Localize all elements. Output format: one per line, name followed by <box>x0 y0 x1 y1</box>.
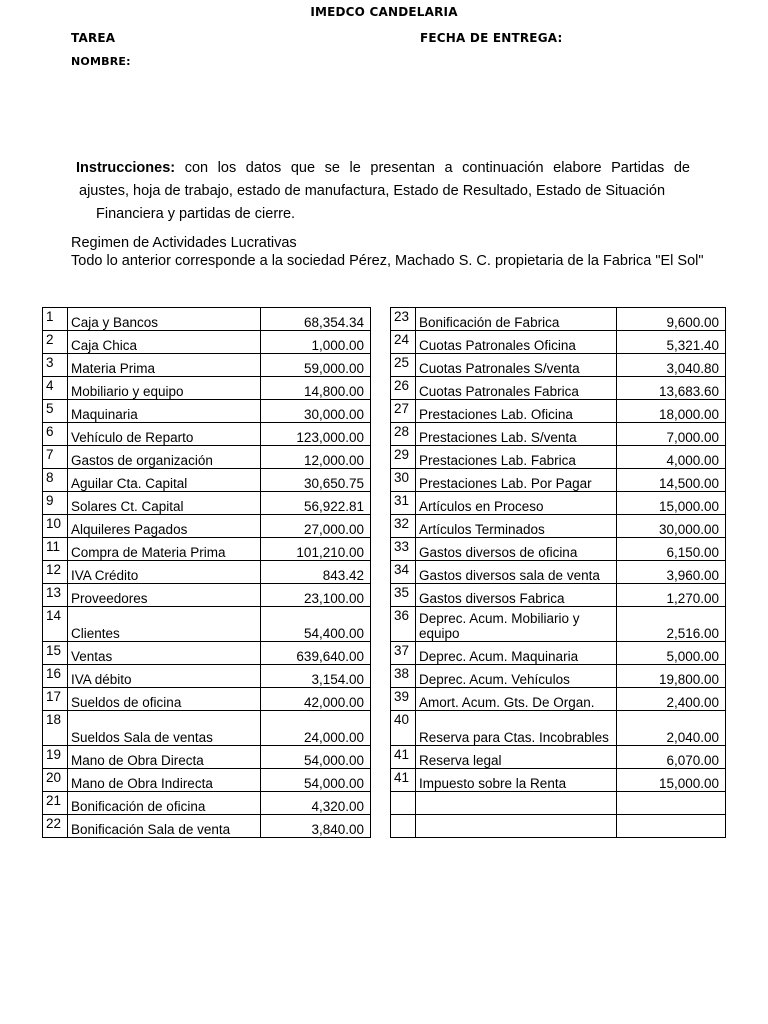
account-number: 36 <box>391 607 416 642</box>
account-number: 38 <box>391 665 416 688</box>
account-row <box>43 607 371 642</box>
account-row <box>391 492 726 515</box>
account-row <box>391 423 726 446</box>
account-name: Cuotas Patronales Oficina <box>416 331 617 354</box>
account-row <box>43 688 371 711</box>
accounts-table-left <box>42 307 371 838</box>
account-number: 17 <box>43 688 68 711</box>
account-amount: 54,400.00 <box>261 607 371 642</box>
account-amount: 5,000.00 <box>617 642 726 665</box>
account-name: Deprec. Acum. Mobiliario y equipo <box>416 607 617 642</box>
account-number: 41 <box>391 746 416 769</box>
account-amount: 2,040.00 <box>617 711 726 746</box>
account-amount: 15,000.00 <box>617 769 726 792</box>
accounts-table-right <box>390 307 726 838</box>
account-number: 4 <box>43 377 68 400</box>
account-name: Cuotas Patronales S/venta <box>416 354 617 377</box>
account-number: 32 <box>391 515 416 538</box>
account-amount: 101,210.00 <box>261 538 371 561</box>
account-amount: 13,683.60 <box>617 377 726 400</box>
account-row <box>43 423 371 446</box>
account-number: 19 <box>43 746 68 769</box>
account-amount: 42,000.00 <box>261 688 371 711</box>
account-amount: 5,321.40 <box>617 331 726 354</box>
account-number: 20 <box>43 769 68 792</box>
account-number: 14 <box>43 607 68 642</box>
account-number: 5 <box>43 400 68 423</box>
account-name: Caja Chica <box>68 331 261 354</box>
account-number <box>391 815 416 838</box>
account-name: Compra de Materia Prima <box>68 538 261 561</box>
account-number: 34 <box>391 561 416 584</box>
account-number: 15 <box>43 642 68 665</box>
account-number: 30 <box>391 469 416 492</box>
account-amount: 30,650.75 <box>261 469 371 492</box>
account-row <box>391 815 726 838</box>
account-name: Gastos diversos sala de venta <box>416 561 617 584</box>
account-name: Prestaciones Lab. Por Pagar <box>416 469 617 492</box>
account-number: 31 <box>391 492 416 515</box>
account-amount: 27,000.00 <box>261 515 371 538</box>
instructions-line-1 <box>76 157 690 180</box>
account-name: Artículos Terminados <box>416 515 617 538</box>
account-amount: 24,000.00 <box>261 711 371 746</box>
account-row <box>391 769 726 792</box>
account-row <box>391 515 726 538</box>
account-name: Mobiliario y equipo <box>68 377 261 400</box>
account-number: 24 <box>391 331 416 354</box>
account-number: 40 <box>391 711 416 746</box>
account-row <box>43 469 371 492</box>
account-row <box>43 377 371 400</box>
account-name: Bonificación de oficina <box>68 792 261 815</box>
account-amount: 3,040.80 <box>617 354 726 377</box>
account-amount: 30,000.00 <box>261 400 371 423</box>
instructions-bold-label: Instrucciones: <box>76 160 176 176</box>
instructions-line-3: Financiera y partidas de cierre. <box>96 206 296 222</box>
account-name: Clientes <box>68 607 261 642</box>
regimen-line-1: Regimen de Actividades Lucrativas <box>71 235 297 251</box>
account-name: Mano de Obra Indirecta <box>68 769 261 792</box>
account-number: 10 <box>43 515 68 538</box>
account-number: 39 <box>391 688 416 711</box>
account-number: 27 <box>391 400 416 423</box>
account-number: 16 <box>43 665 68 688</box>
account-number: 3 <box>43 354 68 377</box>
account-row <box>43 561 371 584</box>
regimen-line-2: Todo lo anterior corresponde a la sociedad Pérez, Machado S. C. propietaria de la Fabrica "El Sol" <box>71 253 704 269</box>
account-row <box>43 815 371 838</box>
account-name: Deprec. Acum. Maquinaria <box>416 642 617 665</box>
account-row <box>391 711 726 746</box>
account-number: 23 <box>391 308 416 331</box>
account-number: 29 <box>391 446 416 469</box>
account-amount: 1,000.00 <box>261 331 371 354</box>
account-name: Alquileres Pagados <box>68 515 261 538</box>
account-name: Gastos diversos de oficina <box>416 538 617 561</box>
account-name: Reserva para Ctas. Incobrables <box>416 711 617 746</box>
account-number: 35 <box>391 584 416 607</box>
account-row <box>391 331 726 354</box>
account-number: 9 <box>43 492 68 515</box>
account-name: Maquinaria <box>68 400 261 423</box>
account-amount: 4,320.00 <box>261 792 371 815</box>
account-name: IVA Crédito <box>68 561 261 584</box>
account-amount: 2,400.00 <box>617 688 726 711</box>
account-amount: 54,000.00 <box>261 769 371 792</box>
account-row <box>391 642 726 665</box>
account-name: Impuesto sobre la Renta <box>416 769 617 792</box>
account-name: Vehículo de Reparto <box>68 423 261 446</box>
account-row <box>43 746 371 769</box>
account-number: 6 <box>43 423 68 446</box>
account-name: Deprec. Acum. Vehículos <box>416 665 617 688</box>
account-row <box>43 665 371 688</box>
tarea-label: TAREA <box>71 31 116 45</box>
account-number: 8 <box>43 469 68 492</box>
account-row <box>43 538 371 561</box>
account-row <box>391 688 726 711</box>
account-row <box>43 769 371 792</box>
document-title: IMEDCO CANDELARIA <box>310 5 458 19</box>
account-number: 41 <box>391 769 416 792</box>
account-number: 22 <box>43 815 68 838</box>
account-amount: 3,840.00 <box>261 815 371 838</box>
account-number: 26 <box>391 377 416 400</box>
account-amount <box>617 815 726 838</box>
account-number: 28 <box>391 423 416 446</box>
account-row <box>391 607 726 642</box>
account-row <box>43 446 371 469</box>
account-row <box>391 792 726 815</box>
account-amount: 6,070.00 <box>617 746 726 769</box>
account-name: IVA débito <box>68 665 261 688</box>
account-row <box>391 665 726 688</box>
account-amount: 18,000.00 <box>617 400 726 423</box>
account-name <box>416 792 617 815</box>
account-row <box>391 584 726 607</box>
account-amount: 15,000.00 <box>617 492 726 515</box>
account-row <box>43 331 371 354</box>
account-name: Amort. Acum. Gts. De Organ. <box>416 688 617 711</box>
account-name: Ventas <box>68 642 261 665</box>
account-amount: 30,000.00 <box>617 515 726 538</box>
account-amount: 1,270.00 <box>617 584 726 607</box>
account-row <box>391 377 726 400</box>
account-row <box>391 469 726 492</box>
account-name: Prestaciones Lab. Fabrica <box>416 446 617 469</box>
account-row <box>43 515 371 538</box>
account-number: 37 <box>391 642 416 665</box>
account-amount: 12,000.00 <box>261 446 371 469</box>
account-row <box>391 561 726 584</box>
account-amount: 23,100.00 <box>261 584 371 607</box>
account-amount: 56,922.81 <box>261 492 371 515</box>
account-name: Prestaciones Lab. Oficina <box>416 400 617 423</box>
account-amount: 3,960.00 <box>617 561 726 584</box>
account-name: Sueldos de oficina <box>68 688 261 711</box>
account-row <box>43 584 371 607</box>
account-row <box>391 308 726 331</box>
account-name: Solares Ct. Capital <box>68 492 261 515</box>
account-number: 2 <box>43 331 68 354</box>
account-amount: 59,000.00 <box>261 354 371 377</box>
account-number <box>391 792 416 815</box>
account-name: Prestaciones Lab. S/venta <box>416 423 617 446</box>
account-row <box>43 354 371 377</box>
account-row <box>391 400 726 423</box>
account-amount: 2,516.00 <box>617 607 726 642</box>
account-amount: 843.42 <box>261 561 371 584</box>
account-row <box>43 792 371 815</box>
account-amount: 3,154.00 <box>261 665 371 688</box>
account-amount: 639,640.00 <box>261 642 371 665</box>
account-amount: 6,150.00 <box>617 538 726 561</box>
account-number: 25 <box>391 354 416 377</box>
account-row <box>43 642 371 665</box>
account-number: 18 <box>43 711 68 746</box>
account-amount: 19,800.00 <box>617 665 726 688</box>
account-number: 11 <box>43 538 68 561</box>
account-name: Aguilar Cta. Capital <box>68 469 261 492</box>
account-number: 12 <box>43 561 68 584</box>
account-amount: 68,354.34 <box>261 308 371 331</box>
account-row <box>391 746 726 769</box>
instructions-paragraph <box>76 157 690 226</box>
account-amount: 7,000.00 <box>617 423 726 446</box>
account-amount: 54,000.00 <box>261 746 371 769</box>
account-number: 7 <box>43 446 68 469</box>
account-row <box>43 400 371 423</box>
account-row <box>43 308 371 331</box>
account-row <box>391 446 726 469</box>
account-name: Reserva legal <box>416 746 617 769</box>
account-row <box>391 354 726 377</box>
account-amount: 14,800.00 <box>261 377 371 400</box>
account-amount: 4,000.00 <box>617 446 726 469</box>
account-number: 33 <box>391 538 416 561</box>
instructions-line-2: ajustes, hoja de trabajo, estado de manufactura, Estado de Resultado, Estado de Situación <box>79 183 666 199</box>
account-name: Gastos de organización <box>68 446 261 469</box>
account-name: Cuotas Patronales Fabrica <box>416 377 617 400</box>
account-row <box>43 492 371 515</box>
account-name: Bonificación Sala de venta <box>68 815 261 838</box>
account-name: Mano de Obra Directa <box>68 746 261 769</box>
account-name: Bonificación de Fabrica <box>416 308 617 331</box>
account-row <box>391 538 726 561</box>
account-name: Materia Prima <box>68 354 261 377</box>
account-number: 13 <box>43 584 68 607</box>
account-name: Proveedores <box>68 584 261 607</box>
account-amount: 9,600.00 <box>617 308 726 331</box>
account-amount: 14,500.00 <box>617 469 726 492</box>
account-name <box>416 815 617 838</box>
account-row <box>43 711 371 746</box>
account-number: 1 <box>43 308 68 331</box>
account-name: Caja y Bancos <box>68 308 261 331</box>
account-amount <box>617 792 726 815</box>
account-amount: 123,000.00 <box>261 423 371 446</box>
instructions-line-1-text: con los datos que se le presentan a continuación elabore Partidas de <box>184 160 690 176</box>
regimen-paragraph <box>71 234 711 270</box>
account-name: Gastos diversos Fabrica <box>416 584 617 607</box>
account-number: 21 <box>43 792 68 815</box>
account-name: Sueldos Sala de ventas <box>68 711 261 746</box>
fecha-entrega-label: FECHA DE ENTREGA: <box>420 31 563 45</box>
nombre-label: NOMBRE: <box>71 55 131 68</box>
account-name: Artículos en Proceso <box>416 492 617 515</box>
